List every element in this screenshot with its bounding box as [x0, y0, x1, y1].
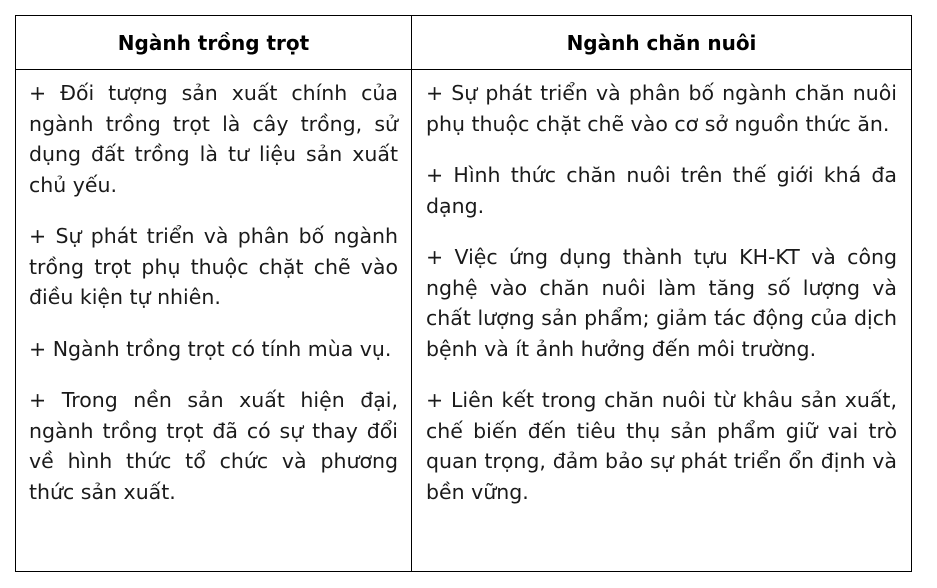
header-livestock: Ngành chăn nuôi [412, 16, 911, 70]
crop-item: + Ngành trồng trọt có tính mùa vụ. [29, 336, 392, 361]
header-crop-farming: Ngành trồng trọt [16, 16, 412, 70]
comparison-table [15, 15, 912, 572]
crop-item: + Đối tượng sản xuất chính của ngành trồng trọt là cây trồng, sử dụng đất trồng là tư liệu sản xuất chủ yếu. [29, 81, 398, 197]
livestock-item: + Sự phát triển và phân bố ngành chăn nuôi phụ thuộc chặt chẽ vào cơ sở nguồn thức ăn. [426, 81, 897, 136]
column-crop-farming [16, 70, 412, 571]
livestock-item: + Liên kết trong chăn nuôi từ khâu sản xuất, chế biến đến tiêu thụ sản phẩm giữ vai trò quan trọng, đảm bảo sự phát triển ổn định và bền vững. [426, 388, 897, 504]
column-livestock [412, 70, 911, 571]
livestock-item: + Việc ứng dụng thành tựu KH-KT và công nghệ vào chăn nuôi làm tăng số lượng và chất lượng sản phẩm; giảm tác động của dịch bệnh và ít ảnh hưởng đến môi trường. [426, 245, 897, 361]
crop-item: + Sự phát triển và phân bố ngành trồng trọt phụ thuộc chặt chẽ vào điều kiện tự nhiên. [29, 224, 398, 309]
crop-item: + Trong nền sản xuất hiện đại, ngành trồng trọt đã có sự thay đổi về hình thức tổ chức và phương thức sản xuất. [29, 388, 398, 504]
livestock-item: + Hình thức chăn nuôi trên thế giới khá đa dạng. [426, 163, 897, 218]
